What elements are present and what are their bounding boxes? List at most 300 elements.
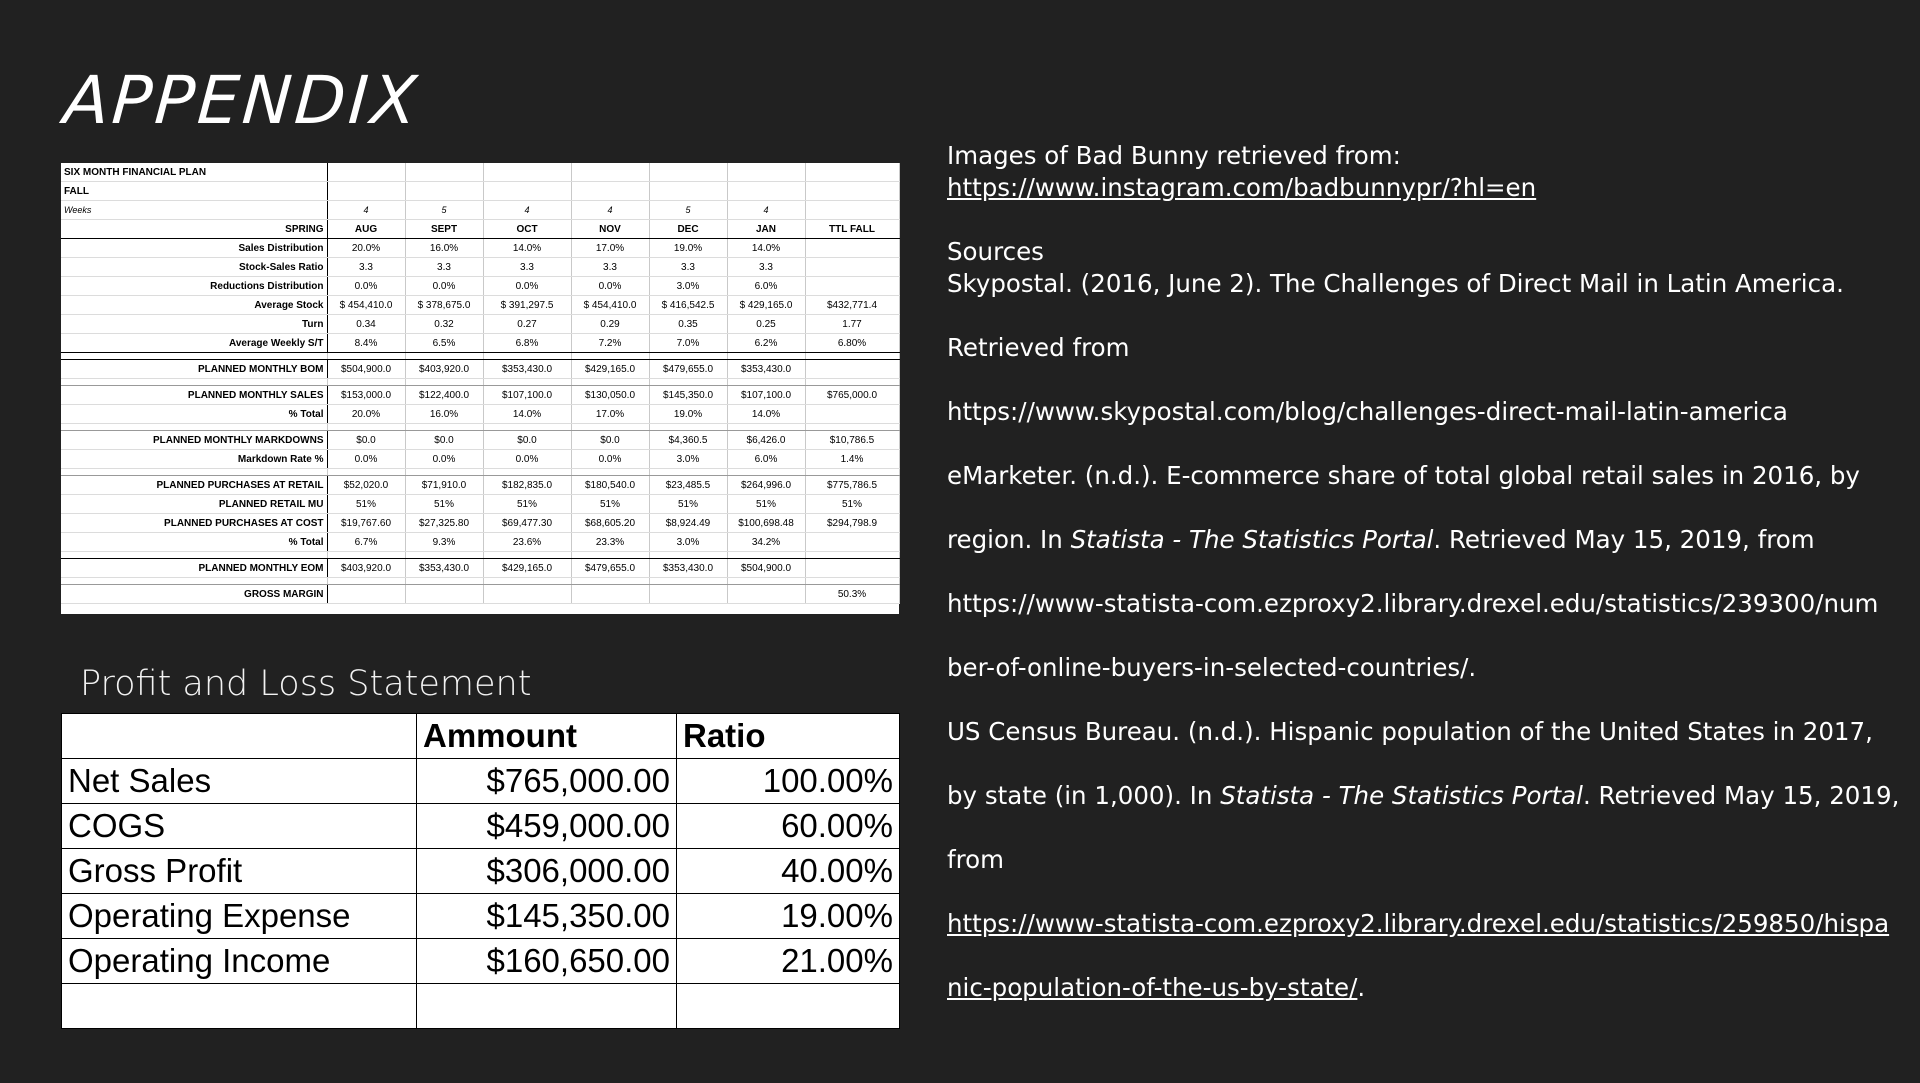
pl-cell	[417, 984, 677, 1029]
plan-cell	[805, 405, 899, 424]
pl-cell: 19.00%	[677, 894, 900, 939]
plan-cell: 23.6%	[483, 533, 571, 552]
plan-header: SIX MONTH FINANCIAL PLAN	[61, 163, 327, 182]
plan-cell: 51%	[727, 495, 805, 514]
plan-cell	[805, 559, 899, 578]
plan-cell: $504,900.0	[727, 559, 805, 578]
plan-month: OCT	[483, 220, 571, 239]
plan-cell	[61, 424, 327, 431]
plan-cell	[327, 469, 405, 476]
plan-cell: $145,350.0	[649, 386, 727, 405]
plan-cell	[327, 182, 405, 201]
plan-cell	[327, 424, 405, 431]
plan-cell: $100,698.48	[727, 514, 805, 533]
plan-cell: 0.0%	[327, 450, 405, 469]
pl-row	[62, 759, 900, 804]
plan-cell: $23,485.5	[649, 476, 727, 495]
plan-cell: 3.3	[483, 258, 571, 277]
plan-cell: $775,786.5	[805, 476, 899, 495]
plan-cell: $504,900.0	[327, 360, 405, 379]
plan-cell: $107,100.0	[483, 386, 571, 405]
plan-row	[61, 163, 899, 182]
plan-cell: $ 454,410.0	[327, 296, 405, 315]
plan-cell: 0.0%	[571, 277, 649, 296]
plan-cell: $4,360.5	[649, 431, 727, 450]
plan-cell: $294,798.9	[805, 514, 899, 533]
plan-cell: 3.3	[405, 258, 483, 277]
plan-row	[61, 334, 899, 353]
plan-cell: 19.0%	[649, 239, 727, 258]
plan-cell: $ 416,542.5	[649, 296, 727, 315]
plan-cell: 6.5%	[405, 334, 483, 353]
plan-row	[61, 424, 899, 431]
plan-week: 4	[327, 201, 405, 220]
plan-cell	[649, 585, 727, 604]
plan-row-label: Markdown Rate %	[61, 450, 327, 469]
plan-row	[61, 514, 899, 533]
plan-cell: $765,000.0	[805, 386, 899, 405]
plan-cell	[405, 585, 483, 604]
plan-cell: 1.4%	[805, 450, 899, 469]
plan-month: DEC	[649, 220, 727, 239]
plan-cell: $429,165.0	[571, 360, 649, 379]
plan-cell: 0.0%	[327, 277, 405, 296]
plan-cell: $264,996.0	[727, 476, 805, 495]
plan-cell	[483, 585, 571, 604]
plan-cell	[805, 258, 899, 277]
plan-row	[61, 585, 899, 604]
pl-cell: 100.00%	[677, 759, 900, 804]
plan-row	[61, 201, 899, 220]
plan-cell	[727, 353, 805, 360]
plan-cell: 51%	[805, 495, 899, 514]
plan-cell: 51%	[483, 495, 571, 514]
plan-cell: 8.4%	[327, 334, 405, 353]
plan-row-label: Sales Distribution	[61, 239, 327, 258]
plan-cell: 3.0%	[649, 277, 727, 296]
plan-cell: $403,920.0	[405, 360, 483, 379]
plan-cell	[571, 353, 649, 360]
source-3-line: US Census Bureau. (n.d.). Hispanic population of the United States in 2017,	[947, 717, 1873, 746]
source-2-line: eMarketer. (n.d.). E-commerce share of total global retail sales in 2016, by	[947, 461, 1860, 490]
plan-row-label: PLANNED MONTHLY BOM	[61, 360, 327, 379]
plan-cell: $10,786.5	[805, 431, 899, 450]
plan-row-label: % Total	[61, 405, 327, 424]
pl-cell: $306,000.00	[417, 849, 677, 894]
plan-cell: 0.34	[327, 315, 405, 334]
plan-cell: 0.0%	[483, 277, 571, 296]
plan-month: JAN	[727, 220, 805, 239]
plan-cell	[649, 424, 727, 431]
plan-cell: $0.0	[405, 431, 483, 450]
plan-week: 5	[649, 201, 727, 220]
plan-cell: $153,000.0	[327, 386, 405, 405]
plan-week	[805, 201, 899, 220]
pl-row-label: COGS	[62, 804, 417, 849]
plan-cell: $182,835.0	[483, 476, 571, 495]
pl-column-header: Ratio	[677, 714, 900, 759]
pl-row	[62, 984, 900, 1029]
plan-cell: 20.0%	[327, 405, 405, 424]
plan-week: 4	[483, 201, 571, 220]
plan-row-label: PLANNED PURCHASES AT COST	[61, 514, 327, 533]
plan-cell: 7.0%	[649, 334, 727, 353]
plan-cell	[571, 585, 649, 604]
statista-hispanic-link[interactable]: https://www-statista-com.ezproxy2.library.drexel.edu/statistics/259850/hispa	[947, 909, 1890, 938]
plan-cell: 16.0%	[405, 239, 483, 258]
plan-row	[61, 533, 899, 552]
plan-month: TTL FALL	[805, 220, 899, 239]
plan-cell	[405, 353, 483, 360]
plan-cell: 0.29	[571, 315, 649, 334]
plan-cell	[805, 379, 899, 386]
plan-cell: 3.0%	[649, 533, 727, 552]
plan-cell: 0.27	[483, 315, 571, 334]
plan-cell	[405, 578, 483, 585]
plan-cell	[483, 163, 571, 182]
instagram-link[interactable]: https://www.instagram.com/badbunnypr/?hl=en	[947, 173, 1537, 202]
plan-cell	[405, 424, 483, 431]
plan-cell: $68,605.20	[571, 514, 649, 533]
source-3-publication: Statista - The Statistics Portal	[1220, 781, 1583, 810]
plan-cell: 3.3	[649, 258, 727, 277]
source-2-url-cont: ber-of-online-buyers-in-selected-countries/.	[947, 653, 1477, 682]
plan-cell	[649, 469, 727, 476]
plan-cell	[483, 578, 571, 585]
plan-cell: $403,920.0	[327, 559, 405, 578]
plan-cell	[483, 469, 571, 476]
pl-cell: $459,000.00	[417, 804, 677, 849]
plan-row-label: Average Stock	[61, 296, 327, 315]
pl-header-row	[62, 714, 900, 759]
plan-cell	[571, 163, 649, 182]
plan-cell	[571, 469, 649, 476]
pl-row	[62, 939, 900, 984]
plan-row	[61, 469, 899, 476]
plan-cell	[727, 379, 805, 386]
plan-cell: 20.0%	[327, 239, 405, 258]
pl-row-label: Net Sales	[62, 759, 417, 804]
plan-row-label: Average Weekly S/T	[61, 334, 327, 353]
plan-cell	[727, 578, 805, 585]
plan-cell: $479,655.0	[571, 559, 649, 578]
plan-cell	[327, 163, 405, 182]
pl-row	[62, 849, 900, 894]
profit-loss-table	[61, 713, 900, 1029]
plan-row-label: GROSS MARGIN	[61, 585, 327, 604]
plan-row	[61, 277, 899, 296]
source-3-period: .	[1357, 973, 1366, 1002]
plan-row	[61, 431, 899, 450]
plan-cell: 14.0%	[727, 405, 805, 424]
plan-cell	[805, 533, 899, 552]
plan-cell: $107,100.0	[727, 386, 805, 405]
pl-cell	[677, 984, 900, 1029]
plan-cell: $353,430.0	[483, 360, 571, 379]
plan-row	[61, 239, 899, 258]
plan-row-label: % Total	[61, 533, 327, 552]
plan-row-label: PLANNED MONTHLY EOM	[61, 559, 327, 578]
plan-cell	[483, 552, 571, 559]
plan-cell: 50.3%	[805, 585, 899, 604]
plan-cell: 6.80%	[805, 334, 899, 353]
plan-cell	[649, 182, 727, 201]
source-2-publication: Statista - The Statistics Portal	[1070, 525, 1434, 554]
plan-spring-label: SPRING	[61, 220, 327, 239]
plan-cell: $432,771.4	[805, 296, 899, 315]
plan-week: 4	[571, 201, 649, 220]
page-title: APPENDIX	[61, 62, 423, 139]
plan-cell: 7.2%	[571, 334, 649, 353]
plan-cell: $ 391,297.5	[483, 296, 571, 315]
plan-cell	[327, 353, 405, 360]
plan-cell: 0.0%	[483, 450, 571, 469]
images-intro: Images of Bad Bunny retrieved from:	[947, 141, 1401, 170]
plan-row	[61, 315, 899, 334]
plan-cell: $ 378,675.0	[405, 296, 483, 315]
source-1-line: Skypostal. (2016, June 2). The Challenges of Direct Mail in Latin America.	[947, 269, 1844, 298]
plan-cell: $0.0	[483, 431, 571, 450]
plan-cell: $130,050.0	[571, 386, 649, 405]
plan-cell	[727, 552, 805, 559]
plan-row-label: Reductions Distribution	[61, 277, 327, 296]
pl-cell: 60.00%	[677, 804, 900, 849]
pl-cell: 40.00%	[677, 849, 900, 894]
plan-cell: 3.3	[327, 258, 405, 277]
plan-weeks-label: Weeks	[61, 201, 327, 220]
plan-cell	[483, 353, 571, 360]
plan-row-label: Stock-Sales Ratio	[61, 258, 327, 277]
pl-row-label	[62, 984, 417, 1029]
plan-cell: 14.0%	[483, 239, 571, 258]
plan-cell	[405, 379, 483, 386]
plan-cell	[405, 469, 483, 476]
plan-cell	[805, 239, 899, 258]
plan-cell: $0.0	[327, 431, 405, 450]
plan-cell	[405, 163, 483, 182]
plan-cell	[649, 353, 727, 360]
plan-cell: 0.32	[405, 315, 483, 334]
plan-cell: 0.25	[727, 315, 805, 334]
plan-cell	[805, 353, 899, 360]
plan-cell	[327, 552, 405, 559]
plan-cell	[805, 277, 899, 296]
plan-row	[61, 495, 899, 514]
plan-cell: 34.2%	[727, 533, 805, 552]
source-3-text-a: by state (in 1,000). In	[947, 781, 1221, 810]
plan-cell: 14.0%	[483, 405, 571, 424]
plan-cell: $180,540.0	[571, 476, 649, 495]
plan-cell	[483, 182, 571, 201]
plan-cell: 16.0%	[405, 405, 483, 424]
sources-heading: Sources	[947, 237, 1044, 266]
plan-cell	[405, 552, 483, 559]
plan-cell	[805, 578, 899, 585]
plan-cell	[649, 552, 727, 559]
plan-row	[61, 296, 899, 315]
plan-cell: $6,426.0	[727, 431, 805, 450]
plan-cell: 3.0%	[649, 450, 727, 469]
plan-row-label: PLANNED MONTHLY SALES	[61, 386, 327, 405]
pl-cell: $160,650.00	[417, 939, 677, 984]
plan-cell	[805, 469, 899, 476]
plan-row-label: Turn	[61, 315, 327, 334]
plan-week: 5	[405, 201, 483, 220]
pl-cell: 21.00%	[677, 939, 900, 984]
plan-cell: 0.35	[649, 315, 727, 334]
plan-month: SEPT	[405, 220, 483, 239]
source-3-line-2	[947, 780, 1900, 812]
source-1-retrieved: Retrieved from	[947, 333, 1130, 362]
plan-row	[61, 552, 899, 559]
source-3-text-c: . Retrieved May 15, 2019,	[1582, 781, 1900, 810]
plan-cell	[571, 424, 649, 431]
plan-cell: 23.3%	[571, 533, 649, 552]
financial-plan-body	[61, 163, 899, 604]
plan-cell	[61, 469, 327, 476]
plan-cell	[727, 163, 805, 182]
plan-cell	[61, 552, 327, 559]
pl-cell: $145,350.00	[417, 894, 677, 939]
plan-cell	[805, 552, 899, 559]
plan-cell	[649, 163, 727, 182]
plan-cell: $0.0	[571, 431, 649, 450]
pl-row-label: Operating Expense	[62, 894, 417, 939]
plan-cell	[571, 578, 649, 585]
plan-cell: $ 429,165.0	[727, 296, 805, 315]
plan-cell	[727, 424, 805, 431]
plan-row	[61, 258, 899, 277]
plan-cell: 0.0%	[571, 450, 649, 469]
plan-cell: 51%	[405, 495, 483, 514]
plan-cell: 17.0%	[571, 405, 649, 424]
plan-row	[61, 220, 899, 239]
plan-week: 4	[727, 201, 805, 220]
pl-row	[62, 804, 900, 849]
plan-cell: 1.77	[805, 315, 899, 334]
plan-cell: 51%	[649, 495, 727, 514]
pl-cell: $765,000.00	[417, 759, 677, 804]
plan-cell: $353,430.0	[649, 559, 727, 578]
plan-row-label: PLANNED MONTHLY MARKDOWNS	[61, 431, 327, 450]
plan-cell	[571, 552, 649, 559]
plan-cell	[805, 424, 899, 431]
plan-cell: 51%	[327, 495, 405, 514]
statista-hispanic-link-cont[interactable]: nic-population-of-the-us-by-state/	[947, 973, 1358, 1002]
plan-cell	[727, 585, 805, 604]
plan-cell: 3.3	[571, 258, 649, 277]
plan-cell: 6.0%	[727, 277, 805, 296]
plan-cell: $479,655.0	[649, 360, 727, 379]
plan-cell	[805, 182, 899, 201]
source-2-text-a: region. In	[947, 525, 1071, 554]
plan-cell	[571, 182, 649, 201]
plan-cell: 6.7%	[327, 533, 405, 552]
plan-cell	[805, 163, 899, 182]
plan-cell: $122,400.0	[405, 386, 483, 405]
plan-cell	[61, 353, 327, 360]
plan-row	[61, 578, 899, 585]
pl-row-label: Operating Income	[62, 939, 417, 984]
plan-cell	[649, 379, 727, 386]
plan-cell	[61, 379, 327, 386]
plan-cell	[727, 469, 805, 476]
plan-cell: $8,924.49	[649, 514, 727, 533]
plan-cell	[571, 379, 649, 386]
plan-cell: $429,165.0	[483, 559, 571, 578]
plan-month: AUG	[327, 220, 405, 239]
plan-cell	[727, 182, 805, 201]
source-3-url-end	[947, 972, 1867, 1004]
plan-cell: $353,430.0	[405, 559, 483, 578]
pl-row	[62, 894, 900, 939]
plan-cell	[327, 585, 405, 604]
plan-cell: 3.3	[727, 258, 805, 277]
pl-column-header: Ammount	[417, 714, 677, 759]
source-3-from: from	[947, 845, 1005, 874]
plan-cell	[61, 578, 327, 585]
plan-cell	[483, 424, 571, 431]
source-2-url: https://www-statista-com.ezproxy2.library.drexel.edu/statistics/239300/num	[947, 589, 1879, 618]
plan-row-label: PLANNED PURCHASES AT RETAIL	[61, 476, 327, 495]
plan-cell: $ 454,410.0	[571, 296, 649, 315]
plan-cell	[483, 379, 571, 386]
plan-row-label: PLANNED RETAIL MU	[61, 495, 327, 514]
source-1-url: https://www.skypostal.com/blog/challenges-direct-mail-latin-america	[947, 397, 1788, 426]
references	[947, 140, 1900, 1004]
plan-cell	[327, 379, 405, 386]
plan-cell: $19,767.60	[327, 514, 405, 533]
plan-month: NOV	[571, 220, 649, 239]
source-2-text-c: . Retrieved May 15, 2019, from	[1433, 525, 1815, 554]
plan-cell: $27,325.80	[405, 514, 483, 533]
plan-row	[61, 476, 899, 495]
plan-cell: $353,430.0	[727, 360, 805, 379]
plan-row	[61, 360, 899, 379]
pl-row-label: Gross Profit	[62, 849, 417, 894]
pl-column-header	[62, 714, 417, 759]
plan-cell: 6.2%	[727, 334, 805, 353]
plan-row	[61, 379, 899, 386]
plan-cell: $52,020.0	[327, 476, 405, 495]
plan-cell: 14.0%	[727, 239, 805, 258]
plan-cell: 0.0%	[405, 450, 483, 469]
pl-title: Profit and Loss Statement	[80, 664, 532, 704]
plan-row	[61, 386, 899, 405]
plan-row	[61, 182, 899, 201]
plan-cell	[805, 360, 899, 379]
plan-cell: 6.8%	[483, 334, 571, 353]
plan-cell: 6.0%	[727, 450, 805, 469]
plan-cell: $69,477.30	[483, 514, 571, 533]
plan-cell: $71,910.0	[405, 476, 483, 495]
plan-cell	[405, 182, 483, 201]
plan-header: FALL	[61, 182, 327, 201]
source-2-line-2	[947, 524, 1867, 556]
plan-cell	[649, 578, 727, 585]
plan-row	[61, 559, 899, 578]
plan-cell	[327, 578, 405, 585]
plan-cell: 17.0%	[571, 239, 649, 258]
plan-cell: 9.3%	[405, 533, 483, 552]
plan-row	[61, 450, 899, 469]
financial-plan-table	[61, 163, 899, 614]
plan-row	[61, 405, 899, 424]
plan-row	[61, 353, 899, 360]
plan-cell: 51%	[571, 495, 649, 514]
plan-cell: 0.0%	[405, 277, 483, 296]
plan-cell: 19.0%	[649, 405, 727, 424]
